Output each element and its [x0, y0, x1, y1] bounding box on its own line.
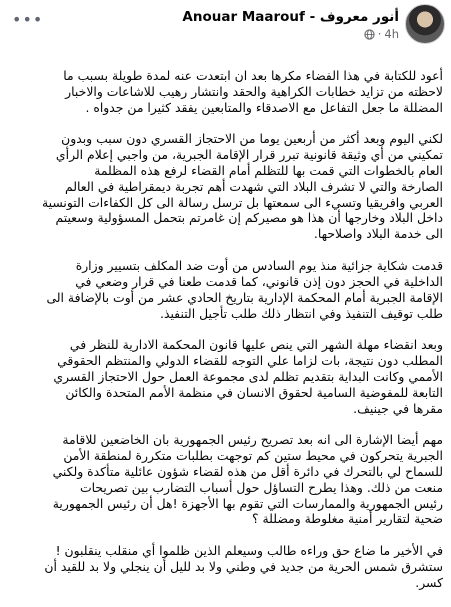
- post-paragraph-2: لكني اليوم وبعد أكثر من أربعين يوما من الاحتجاز القسري دون سبب وبدون تمكيني من أي وثيقة قانونية تبرر قرار الإقامة الجبرية، من واجبي إعلام الرأي العام بالخطوات التي قمت بها للتظلم أمام القضاء لرفع هذه المظلمة الصارخة والتي لا تشرف البلاد التي شهدت أهم تجربة ديمقراطية في العالم العربي وافريقيا وتسيء الى سمعتها بل ترسل رسالة الى كل الكفاءات التونسية داخل البلاد وخارجها أن هذا هو مصيركم إن غامرتم بتحمل المسؤولية وسعيتم الى خدمة البلاد واصلاحها.: [41, 131, 443, 242]
- post-paragraph-1: أعود للكتابة في هذا الفضاء مكرها بعد ان ابتعدت عنه لمدة طويلة بسبب ما لاحظته من تزايد خطابات الكراهية والحقد وانتشار رهيب للاشاعات والاخبار المضللة ما جعل التفاعل مع الاصدقاء والمتابعين يفقد كثيرا من جدواه .: [63, 67, 443, 115]
- author-avatar[interactable]: [405, 4, 445, 44]
- post-paragraph-3: قدمت شكاية جزائية منذ يوم السادس من أوت ضد المكلف بتسيير وزارة الداخلية في الحجز دون إذن قانوني، كما قدمت طعنا في قرار وضعي في الإقامة الجبرية أمام المحكمة الإدارية بتاريخ الحادي عشر من أوت بالإضافة الى طلب توقيف التنفيذ وفي انتظار ذلك طلب تأجيل التنفيذ.: [46, 257, 443, 321]
- post-meta: 4h ·: [364, 27, 399, 41]
- post-header: [0, 0, 451, 46]
- post-time[interactable]: 4h: [384, 27, 399, 41]
- post-body: [8, 52, 443, 607]
- more-options-icon[interactable]: •••: [12, 10, 44, 29]
- post-paragraph-5: مهم أيضا الإشارة الى انه بعد تصريح رئيس الجمهورية بان الخاضعين للاقامة الجبرية يتحركون في محيط ستين كم توجهت بطلبات متكررة لمنطقة الأمن للسماح لي بالتحرك في دائرة أقل من هذه لقضاء شؤون عائلية متأكدة ولكني منعت من ذلك. وهذا يطرح التساؤل حول أسباب التضارب بين تصريحات رئيس الجمهورية والممارسات التي تقوم بها الأجهزة !هل أن رئيس الجمهورية ضحية لتقارير أمنية مغلوطة ومضللة ؟: [52, 432, 443, 527]
- post-paragraph-4: وبعد انقضاء مهلة الشهر التي ينص عليها قانون المحكمة الادارية للنظر في المطلب دون نتيجة، بات لزاما علي التوجه للقضاء الدولي والمنتظم الحقوقي الأممي وكانت البداية بتقديم تظلم لدى مجموعة العمل حول الاحتجاز القسري التابعة للمفوضية السامية لحقوق الانسان في منظمة الأمم المتحدة والكائن مقرها في جينيف.: [53, 337, 443, 416]
- globe-icon[interactable]: [364, 29, 375, 40]
- author-name[interactable]: أنور معروف - Anouar Maarouf: [182, 9, 399, 25]
- post-paragraph-6: في الأخير ما ضاع حق وراءه طالب وسيعلم الذين ظلموا أي منقلب ينقلبون ! ستشرق شمس الحرية من جديد في وطني ولا بد لليل أن ينجلي ولا بد للقيد أن كسر.: [44, 543, 443, 590]
